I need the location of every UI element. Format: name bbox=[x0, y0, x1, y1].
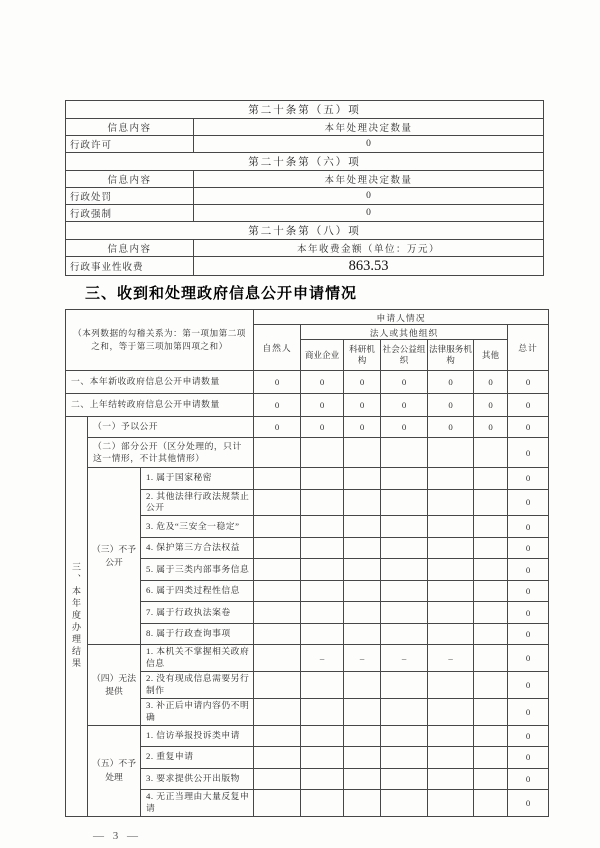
value-cell bbox=[381, 790, 428, 817]
value-cell bbox=[474, 698, 508, 725]
value-cell bbox=[254, 725, 301, 747]
article-20-tables bbox=[65, 100, 544, 276]
value-cell: 0 bbox=[194, 188, 544, 205]
table-row bbox=[66, 257, 544, 276]
row-label: 2. 其他法律行政法规禁止公开 bbox=[141, 489, 254, 516]
value-cell bbox=[301, 768, 344, 790]
value-cell bbox=[254, 438, 301, 468]
value-cell: 0 bbox=[254, 417, 301, 438]
row-label: 3. 要求提供公开出版物 bbox=[141, 768, 254, 790]
value-cell bbox=[474, 580, 508, 602]
value-cell bbox=[474, 537, 508, 559]
reconciliation-note: （本列数据的勾稽关系为：第一项加第二项之和，等于第三项加第四项之和） bbox=[66, 310, 254, 371]
row-label: 2. 重复申请 bbox=[141, 747, 254, 769]
value-cell bbox=[301, 698, 344, 725]
value-cell bbox=[301, 580, 344, 602]
value-cell: 0 bbox=[508, 537, 549, 559]
row-label: 行政处罚 bbox=[66, 188, 194, 205]
column-header: 信息内容 bbox=[66, 171, 194, 188]
row-label: 8. 属于行政查询事项 bbox=[141, 623, 254, 645]
value-cell bbox=[254, 747, 301, 769]
value-cell bbox=[344, 438, 381, 468]
value-cell bbox=[344, 580, 381, 602]
row-label: 7. 属于行政执法案卷 bbox=[141, 602, 254, 624]
value-cell bbox=[428, 580, 474, 602]
value-cell bbox=[381, 559, 428, 581]
applicant-situation-header: 申请人情况 bbox=[254, 310, 549, 325]
value-cell bbox=[254, 489, 301, 516]
value-cell bbox=[474, 672, 508, 699]
value-cell bbox=[254, 516, 301, 538]
value-cell bbox=[344, 672, 381, 699]
applications-table bbox=[65, 309, 549, 817]
fee-amount-value: 863.53 bbox=[194, 257, 544, 276]
value-cell: 0 bbox=[301, 371, 344, 394]
col-commercial-enterprise: 商业企业 bbox=[301, 340, 344, 371]
row-label: 4. 无正当理由大量反复申请 bbox=[141, 790, 254, 817]
value-cell bbox=[254, 537, 301, 559]
value-cell: 0 bbox=[508, 417, 549, 438]
table-row bbox=[66, 171, 544, 188]
value-cell bbox=[344, 747, 381, 769]
value-cell: 0 bbox=[301, 417, 344, 438]
value-cell bbox=[344, 468, 381, 490]
column-header: 信息内容 bbox=[66, 240, 194, 257]
value-cell: 0 bbox=[508, 371, 549, 394]
value-cell bbox=[254, 559, 301, 581]
value-cell bbox=[381, 725, 428, 747]
value-cell bbox=[301, 438, 344, 468]
value-cell: 0 bbox=[254, 394, 301, 417]
value-cell bbox=[344, 516, 381, 538]
value-cell bbox=[344, 489, 381, 516]
row-label: 二、上年结转政府信息公开申请数量 bbox=[66, 394, 254, 417]
row-label: （二）部分公开（区分处理的，只计这一情形，不计其他情形） bbox=[88, 438, 254, 468]
vertical-group-label-annual-results: 三、本年度办理结果 bbox=[66, 417, 88, 817]
value-cell: 0 bbox=[508, 559, 549, 581]
page-content bbox=[65, 100, 549, 842]
row-label: 6. 属于四类过程性信息 bbox=[141, 580, 254, 602]
value-cell bbox=[428, 747, 474, 769]
value-cell bbox=[381, 602, 428, 624]
value-cell bbox=[428, 623, 474, 645]
value-cell: – bbox=[428, 645, 474, 672]
column-header: 信息内容 bbox=[66, 119, 194, 136]
table-row bbox=[66, 101, 544, 119]
value-cell bbox=[254, 768, 301, 790]
value-cell bbox=[428, 672, 474, 699]
value-cell bbox=[381, 580, 428, 602]
row-label: 行政许可 bbox=[66, 136, 194, 153]
table-row bbox=[66, 222, 544, 240]
column-header: 本年处理决定数量 bbox=[194, 171, 544, 188]
value-cell bbox=[254, 468, 301, 490]
section-title-item8: 第二十条第（八）项 bbox=[66, 222, 544, 240]
value-cell bbox=[381, 672, 428, 699]
value-cell bbox=[381, 698, 428, 725]
value-cell bbox=[254, 602, 301, 624]
table-row bbox=[66, 394, 549, 417]
row-label: 5. 属于三类内部事务信息 bbox=[141, 559, 254, 581]
value-cell: 0 bbox=[381, 394, 428, 417]
value-cell bbox=[428, 489, 474, 516]
value-cell bbox=[428, 438, 474, 468]
value-cell bbox=[301, 489, 344, 516]
value-cell: 0 bbox=[508, 580, 549, 602]
value-cell bbox=[381, 468, 428, 490]
table-row bbox=[66, 645, 549, 672]
value-cell: 0 bbox=[194, 136, 544, 153]
col-legal-service-org: 法律服务机构 bbox=[428, 340, 474, 371]
value-cell bbox=[381, 623, 428, 645]
value-cell: 0 bbox=[194, 205, 544, 222]
table-row bbox=[66, 136, 544, 153]
table-row bbox=[66, 153, 544, 171]
row-label: （一）予以公开 bbox=[88, 417, 254, 438]
value-cell bbox=[344, 559, 381, 581]
value-cell bbox=[381, 747, 428, 769]
value-cell bbox=[254, 698, 301, 725]
table-row bbox=[66, 205, 544, 222]
value-cell bbox=[344, 768, 381, 790]
value-cell bbox=[254, 645, 301, 672]
col-natural-person: 自然人 bbox=[254, 325, 301, 371]
value-cell: 0 bbox=[508, 468, 549, 490]
value-cell bbox=[301, 725, 344, 747]
row-label: 1. 本机关不掌握相关政府信息 bbox=[141, 645, 254, 672]
col-social-welfare-org: 社会公益组织 bbox=[381, 340, 428, 371]
value-cell: 0 bbox=[508, 438, 549, 468]
row-label: 2. 没有现成信息需要另行制作 bbox=[141, 672, 254, 699]
value-cell bbox=[474, 725, 508, 747]
value-cell: 0 bbox=[381, 371, 428, 394]
section-title-item5: 第二十条第（五）项 bbox=[66, 101, 544, 119]
table-row bbox=[66, 240, 544, 257]
value-cell: 0 bbox=[474, 371, 508, 394]
value-cell bbox=[474, 468, 508, 490]
value-cell bbox=[428, 790, 474, 817]
value-cell bbox=[474, 790, 508, 817]
section-title-item6: 第二十条第（六）项 bbox=[66, 153, 544, 171]
value-cell bbox=[428, 698, 474, 725]
value-cell bbox=[381, 768, 428, 790]
row-label: 1. 信访举报投诉类申请 bbox=[141, 725, 254, 747]
value-cell bbox=[428, 516, 474, 538]
value-cell: 0 bbox=[508, 394, 549, 417]
section-heading: 三、收到和处理政府信息公开申请情况 bbox=[85, 285, 358, 302]
col-other: 其他 bbox=[474, 340, 508, 371]
value-cell bbox=[344, 623, 381, 645]
value-cell bbox=[381, 438, 428, 468]
col-legal-or-other-org: 法人或其他组织 bbox=[301, 325, 508, 340]
value-cell: – bbox=[301, 645, 344, 672]
value-cell: 0 bbox=[474, 417, 508, 438]
value-cell bbox=[254, 580, 301, 602]
value-cell bbox=[344, 537, 381, 559]
row-label: 行政强制 bbox=[66, 205, 194, 222]
table-row bbox=[66, 725, 549, 747]
value-cell bbox=[254, 672, 301, 699]
value-cell bbox=[254, 790, 301, 817]
value-cell: 0 bbox=[508, 768, 549, 790]
value-cell: – bbox=[344, 645, 381, 672]
value-cell bbox=[254, 623, 301, 645]
value-cell bbox=[474, 768, 508, 790]
row-label: 3. 补正后申请内容仍不明确 bbox=[141, 698, 254, 725]
table-header-row bbox=[66, 310, 549, 325]
value-cell bbox=[474, 623, 508, 645]
value-cell bbox=[474, 645, 508, 672]
value-cell: 0 bbox=[344, 417, 381, 438]
value-cell bbox=[428, 559, 474, 581]
group-label-not-processed: （五）不予处理 bbox=[88, 725, 141, 816]
value-cell bbox=[344, 725, 381, 747]
row-label: 1. 属于国家秘密 bbox=[141, 468, 254, 490]
value-cell: 0 bbox=[508, 672, 549, 699]
value-cell: 0 bbox=[508, 489, 549, 516]
value-cell bbox=[381, 489, 428, 516]
value-cell: 0 bbox=[508, 645, 549, 672]
table-row bbox=[66, 188, 544, 205]
col-total: 总计 bbox=[508, 325, 549, 371]
column-header: 本年处理决定数量 bbox=[194, 119, 544, 136]
value-cell: 0 bbox=[508, 747, 549, 769]
value-cell: 0 bbox=[508, 790, 549, 817]
table-row bbox=[66, 371, 549, 394]
value-cell: 0 bbox=[254, 371, 301, 394]
page-number: — 3 — bbox=[93, 829, 141, 842]
value-cell: 0 bbox=[508, 725, 549, 747]
value-cell bbox=[344, 790, 381, 817]
column-header: 本年收费金额（单位：万元） bbox=[194, 240, 544, 257]
value-cell bbox=[474, 602, 508, 624]
row-label: 3. 危及“三安全一稳定” bbox=[141, 516, 254, 538]
value-cell: 0 bbox=[301, 394, 344, 417]
table-row bbox=[66, 417, 549, 438]
value-cell bbox=[301, 623, 344, 645]
value-cell bbox=[474, 559, 508, 581]
value-cell bbox=[344, 698, 381, 725]
row-label: 一、本年新收政府信息公开申请数量 bbox=[66, 371, 254, 394]
value-cell: 0 bbox=[428, 394, 474, 417]
value-cell: 0 bbox=[344, 394, 381, 417]
value-cell: – bbox=[381, 645, 428, 672]
value-cell bbox=[301, 672, 344, 699]
col-research-institution: 科研机构 bbox=[344, 340, 381, 371]
value-cell: 0 bbox=[474, 394, 508, 417]
value-cell bbox=[301, 747, 344, 769]
value-cell: 0 bbox=[428, 417, 474, 438]
value-cell bbox=[301, 516, 344, 538]
value-cell bbox=[428, 537, 474, 559]
value-cell bbox=[301, 468, 344, 490]
value-cell bbox=[428, 725, 474, 747]
table-row bbox=[66, 119, 544, 136]
value-cell bbox=[381, 516, 428, 538]
value-cell bbox=[381, 537, 428, 559]
value-cell bbox=[428, 602, 474, 624]
value-cell bbox=[344, 602, 381, 624]
value-cell: 0 bbox=[508, 602, 549, 624]
value-cell bbox=[474, 516, 508, 538]
table-row bbox=[66, 438, 549, 468]
value-cell bbox=[474, 747, 508, 769]
value-cell bbox=[474, 489, 508, 516]
group-label-unable-to-provide: （四）无法提供 bbox=[88, 645, 141, 725]
value-cell: 0 bbox=[344, 371, 381, 394]
value-cell: 0 bbox=[508, 698, 549, 725]
value-cell: 0 bbox=[381, 417, 428, 438]
value-cell bbox=[474, 438, 508, 468]
value-cell: 0 bbox=[508, 623, 549, 645]
value-cell bbox=[301, 537, 344, 559]
value-cell bbox=[428, 468, 474, 490]
value-cell bbox=[301, 790, 344, 817]
value-cell bbox=[301, 559, 344, 581]
row-label: 4. 保护第三方合法权益 bbox=[141, 537, 254, 559]
row-label: 行政事业性收费 bbox=[66, 257, 194, 276]
value-cell bbox=[301, 602, 344, 624]
value-cell: 0 bbox=[428, 371, 474, 394]
value-cell: 0 bbox=[508, 516, 549, 538]
group-label-not-disclosed: （三）不予公开 bbox=[88, 468, 141, 645]
value-cell bbox=[428, 768, 474, 790]
table-row bbox=[66, 468, 549, 490]
